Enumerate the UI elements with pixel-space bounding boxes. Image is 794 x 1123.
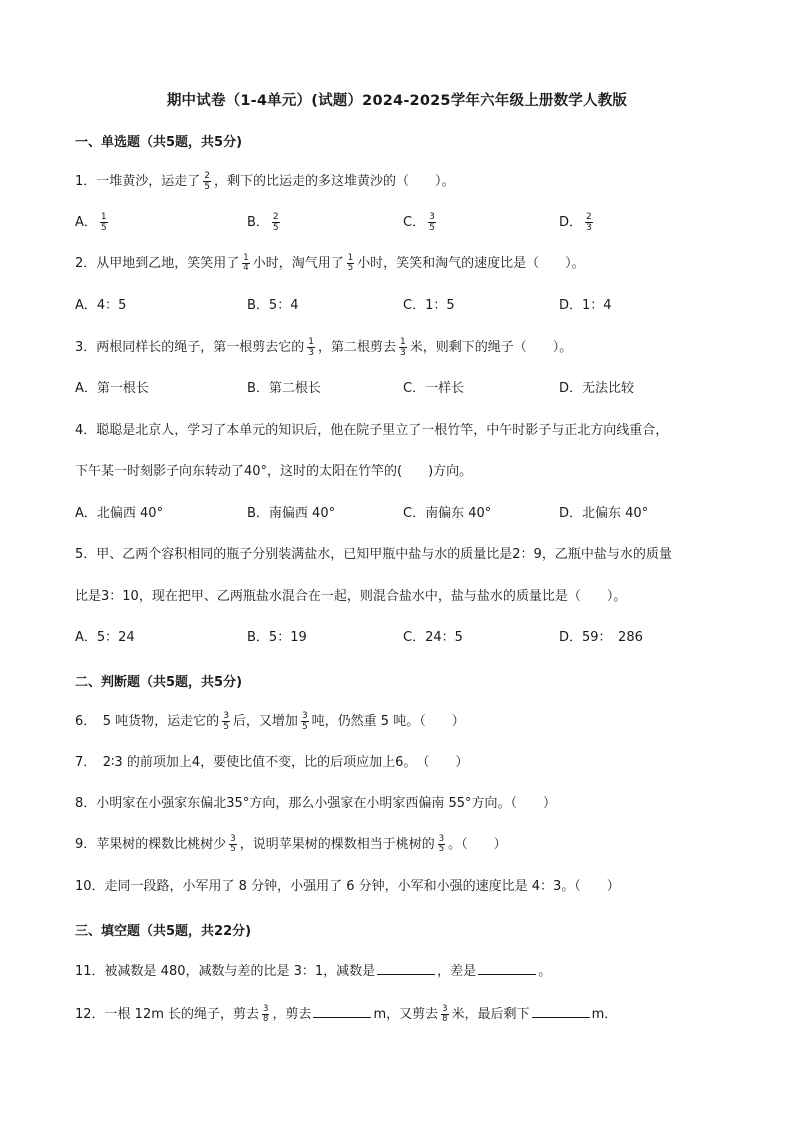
question-5-line-2: 比是3：10，现在把甲、乙两瓶盐水混合在一起，则混合盐水中，盐与盐水的质量比是（ ）。 [75, 589, 627, 604]
fraction: $\frac{1}{3}$ [308, 337, 315, 358]
fraction: $\frac{1}{5}$ [347, 253, 354, 273]
q3-option-b[interactable]: B．第二根长 [247, 381, 321, 396]
question-11: 11．被减数是 480，减数与差的比是 3：1，减数是 ，差是 。 [75, 960, 551, 982]
question-7: 7． 2∶3 的前项加上4，要使比值不变，比的后项应加上6。 （ ） [75, 755, 469, 770]
fraction: $\frac{1}{3}$ [400, 337, 406, 358]
q1-option-b[interactable]: B． $\frac{2}{5}$ [247, 212, 279, 233]
answer-blank[interactable] [532, 1003, 590, 1018]
section-heading-single-choice: 一、单选题（共5题，共5分) [75, 135, 243, 150]
fraction: $\frac{3}{5}$ [301, 711, 308, 732]
page-title: 期中试卷（1-4单元）(试题）2024-2025学年六年级上册数学人教版 [166, 93, 628, 109]
question-8: 8．小明家在小强家东偏北35°方向，那么小强家在小明家西偏南 55°方向。（ ） [75, 796, 556, 811]
q1-option-d[interactable]: D． $\frac{2}{3}$ [559, 212, 592, 233]
fraction: $\frac{3}{5}$ [230, 834, 236, 854]
fraction: $\frac{2}{5}$ [272, 212, 279, 233]
q5-option-b[interactable]: B．5：19 [247, 630, 307, 645]
q4-option-d[interactable]: D．北偏东 40° [559, 506, 649, 521]
fraction: $\frac{2}{5}$ [204, 171, 211, 192]
fraction: $\frac{3}{5}$ [429, 212, 435, 233]
question-5-line-1: 5．甲、乙两个容积相同的瓶子分别装满盐水，已知甲瓶中盐与水的质量比是2：9，乙瓶中盐与水的质量 [75, 547, 672, 562]
q4-option-b[interactable]: B．南偏西 40° [247, 506, 336, 521]
fraction: $\frac{2}{3}$ [586, 212, 592, 233]
q5-option-a[interactable]: A．5：24 [75, 630, 135, 645]
q2-option-a[interactable]: A．4：5 [75, 298, 127, 313]
q4-option-c[interactable]: C．南偏东 40° [403, 506, 492, 521]
q1-option-a[interactable]: A． $\frac{1}{5}$ [75, 212, 107, 233]
answer-blank[interactable] [377, 960, 435, 975]
q3-option-a[interactable]: A．第一根长 [75, 381, 149, 396]
question-3: 3．两根同样长的绳子，第一根剪去它的 $\frac{1}{3}$ ，第二根剪去 $\frac{1}{3}$ 米，则剩下的绳子（ ）。 [75, 337, 573, 358]
section-heading-fill-blank: 三、填空题（共5题，共22分) [75, 924, 252, 939]
fraction: $\frac{1}{5}$ [100, 212, 107, 233]
q2-option-d[interactable]: D．1：4 [559, 298, 612, 313]
question-4-line-2: 下午某一时刻影子向东转动了40°，这时的太阳在竹竿的( )方向。 [75, 464, 473, 479]
q5-option-d[interactable]: D．59： 286 [559, 630, 643, 645]
q3-option-d[interactable]: D．无法比较 [559, 381, 635, 396]
q2-option-b[interactable]: B．5：4 [247, 298, 299, 313]
fraction: $\frac{3}{8}$ [442, 1004, 448, 1024]
question-10: 10．走同一段路，小军用了 8 分钟，小强用了 6 分钟，小军和小强的速度比是 4：3。（ ） [75, 879, 620, 894]
question-9: 9．苹果树的棵数比桃树少 $\frac{3}{5}$ ，说明苹果树的棵数相当于桃树的 $\frac{3}{5}$ 。（ ） [75, 834, 507, 854]
question-2: 2．从甲地到乙地，笑笑用了 $\frac{1}{4}$ 小时，淘气用了 $\frac{1}{5}$ 小时，笑笑和淘气的速度比是（ ）。 [75, 253, 585, 273]
fraction: $\frac{1}{4}$ [243, 253, 249, 273]
fraction: $\frac{3}{8}$ [263, 1004, 269, 1024]
section-heading-true-false: 二、判断题（共5题，共5分) [75, 675, 243, 690]
question-6: 6． 5 吨货物，运走它的 $\frac{3}{5}$ 后，又增加 $\frac{3}{5}$ 吨，仍然重 5 吨。（ ） [75, 711, 465, 732]
question-12: 12．一根 12m 长的绳子，剪去 $\frac{3}{8}$ ，剪去 m，又剪去 $\frac{3}{8}$ 米，最后剩下 m． [75, 1004, 618, 1024]
q1-option-c[interactable]: C． $\frac{3}{5}$ [403, 212, 435, 233]
answer-blank[interactable] [478, 960, 536, 975]
question-1: 1．一堆黄沙，运走了 $\frac{2}{5}$ ，剩下的比运走的多这堆黄沙的（ ）。 [75, 171, 455, 192]
answer-blank[interactable] [313, 1003, 371, 1018]
question-4-line-1: 4．聪聪是北京人，学习了本单元的知识后，他在院子里立了一根竹竿，中午时影子与正北方向线重合， [75, 423, 669, 438]
q2-option-c[interactable]: C．1：5 [403, 298, 455, 313]
fraction: $\frac{3}{5}$ [438, 834, 445, 854]
fraction: $\frac{3}{5}$ [223, 711, 229, 732]
q3-option-c[interactable]: C．一样长 [403, 381, 465, 396]
q5-option-c[interactable]: C．24：5 [403, 630, 463, 645]
q4-option-a[interactable]: A．北偏西 40° [75, 506, 164, 521]
